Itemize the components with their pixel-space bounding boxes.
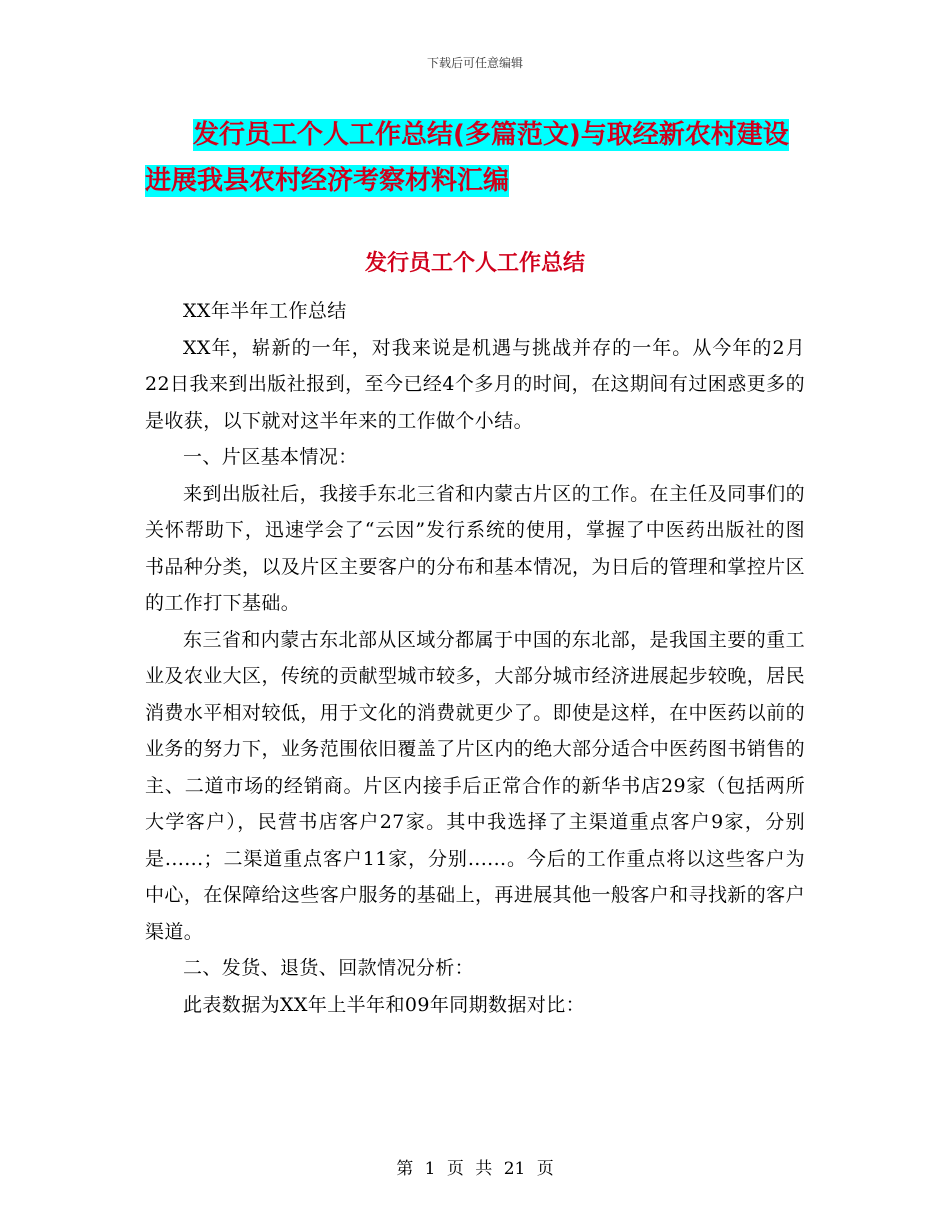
paragraph: XX年，崭新的一年，对我来说是机遇与挑战并存的一年。从今年的2月22日我来到出版社报到，至今已经4个多月的时间，在这期间有过困惑更多的是收获，以下就对这半年来的工作做个小结。: [145, 336, 805, 432]
title-line-2: 进展我县农村经济考察材料汇编: [145, 166, 510, 196]
header-note: 下载后可任意编辑: [426, 56, 523, 70]
page-footer: 第 1 页 共 21 页: [396, 1159, 554, 1179]
paragraph: 东三省和内蒙古东北部从区域分都属于中国的东北部，是我国主要的重工业及农业大区，传统的贡献型城市较多，大部分城市经济进展起步较晚，居民消费水平相对较低，用于文化的消费就更少了。即使是这样，在中医药以前的业务的努力下，业务范围依旧覆盖了片区内的绝大部分适合中医药图书销售的主、二道市场的经销商。片区内接手后正常合作的新华书店29家（包括两所大学客户），民营书店客户27家。其中我选择了主渠道重点客户9家，分别是......；二渠道重点客户11家，分别......。今后的工作重点将以这些客户为中心，在保障给这些客户服务的基础上，再进展其他一般客户和寻找新的客户渠道。: [145, 628, 805, 943]
paragraph: 一、片区基本情况：: [183, 446, 358, 468]
paragraph: 二、发货、退货、回款情况分析：: [183, 957, 475, 979]
paragraph: 来到出版社后，我接手东北三省和内蒙古片区的工作。在主任及同事们的关怀帮助下，迅速学会了“云因”发行系统的使用，掌握了中医药出版社的图书品种分类，以及片区主要客户的分布和基本情况，为日后的管理和掌控片区的工作打下基础。: [145, 482, 805, 614]
body-text: [145, 293, 805, 1023]
section-title: 发行员工个人工作总结: [364, 251, 585, 276]
document-title: [145, 112, 805, 204]
paragraph: XX年半年工作总结: [183, 300, 347, 322]
title-line-1: 发行员工个人工作总结(多篇范文)与取经新农村建设: [193, 120, 789, 150]
paragraph: 此表数据为XX年上半年和09年同期数据对比：: [183, 993, 586, 1016]
